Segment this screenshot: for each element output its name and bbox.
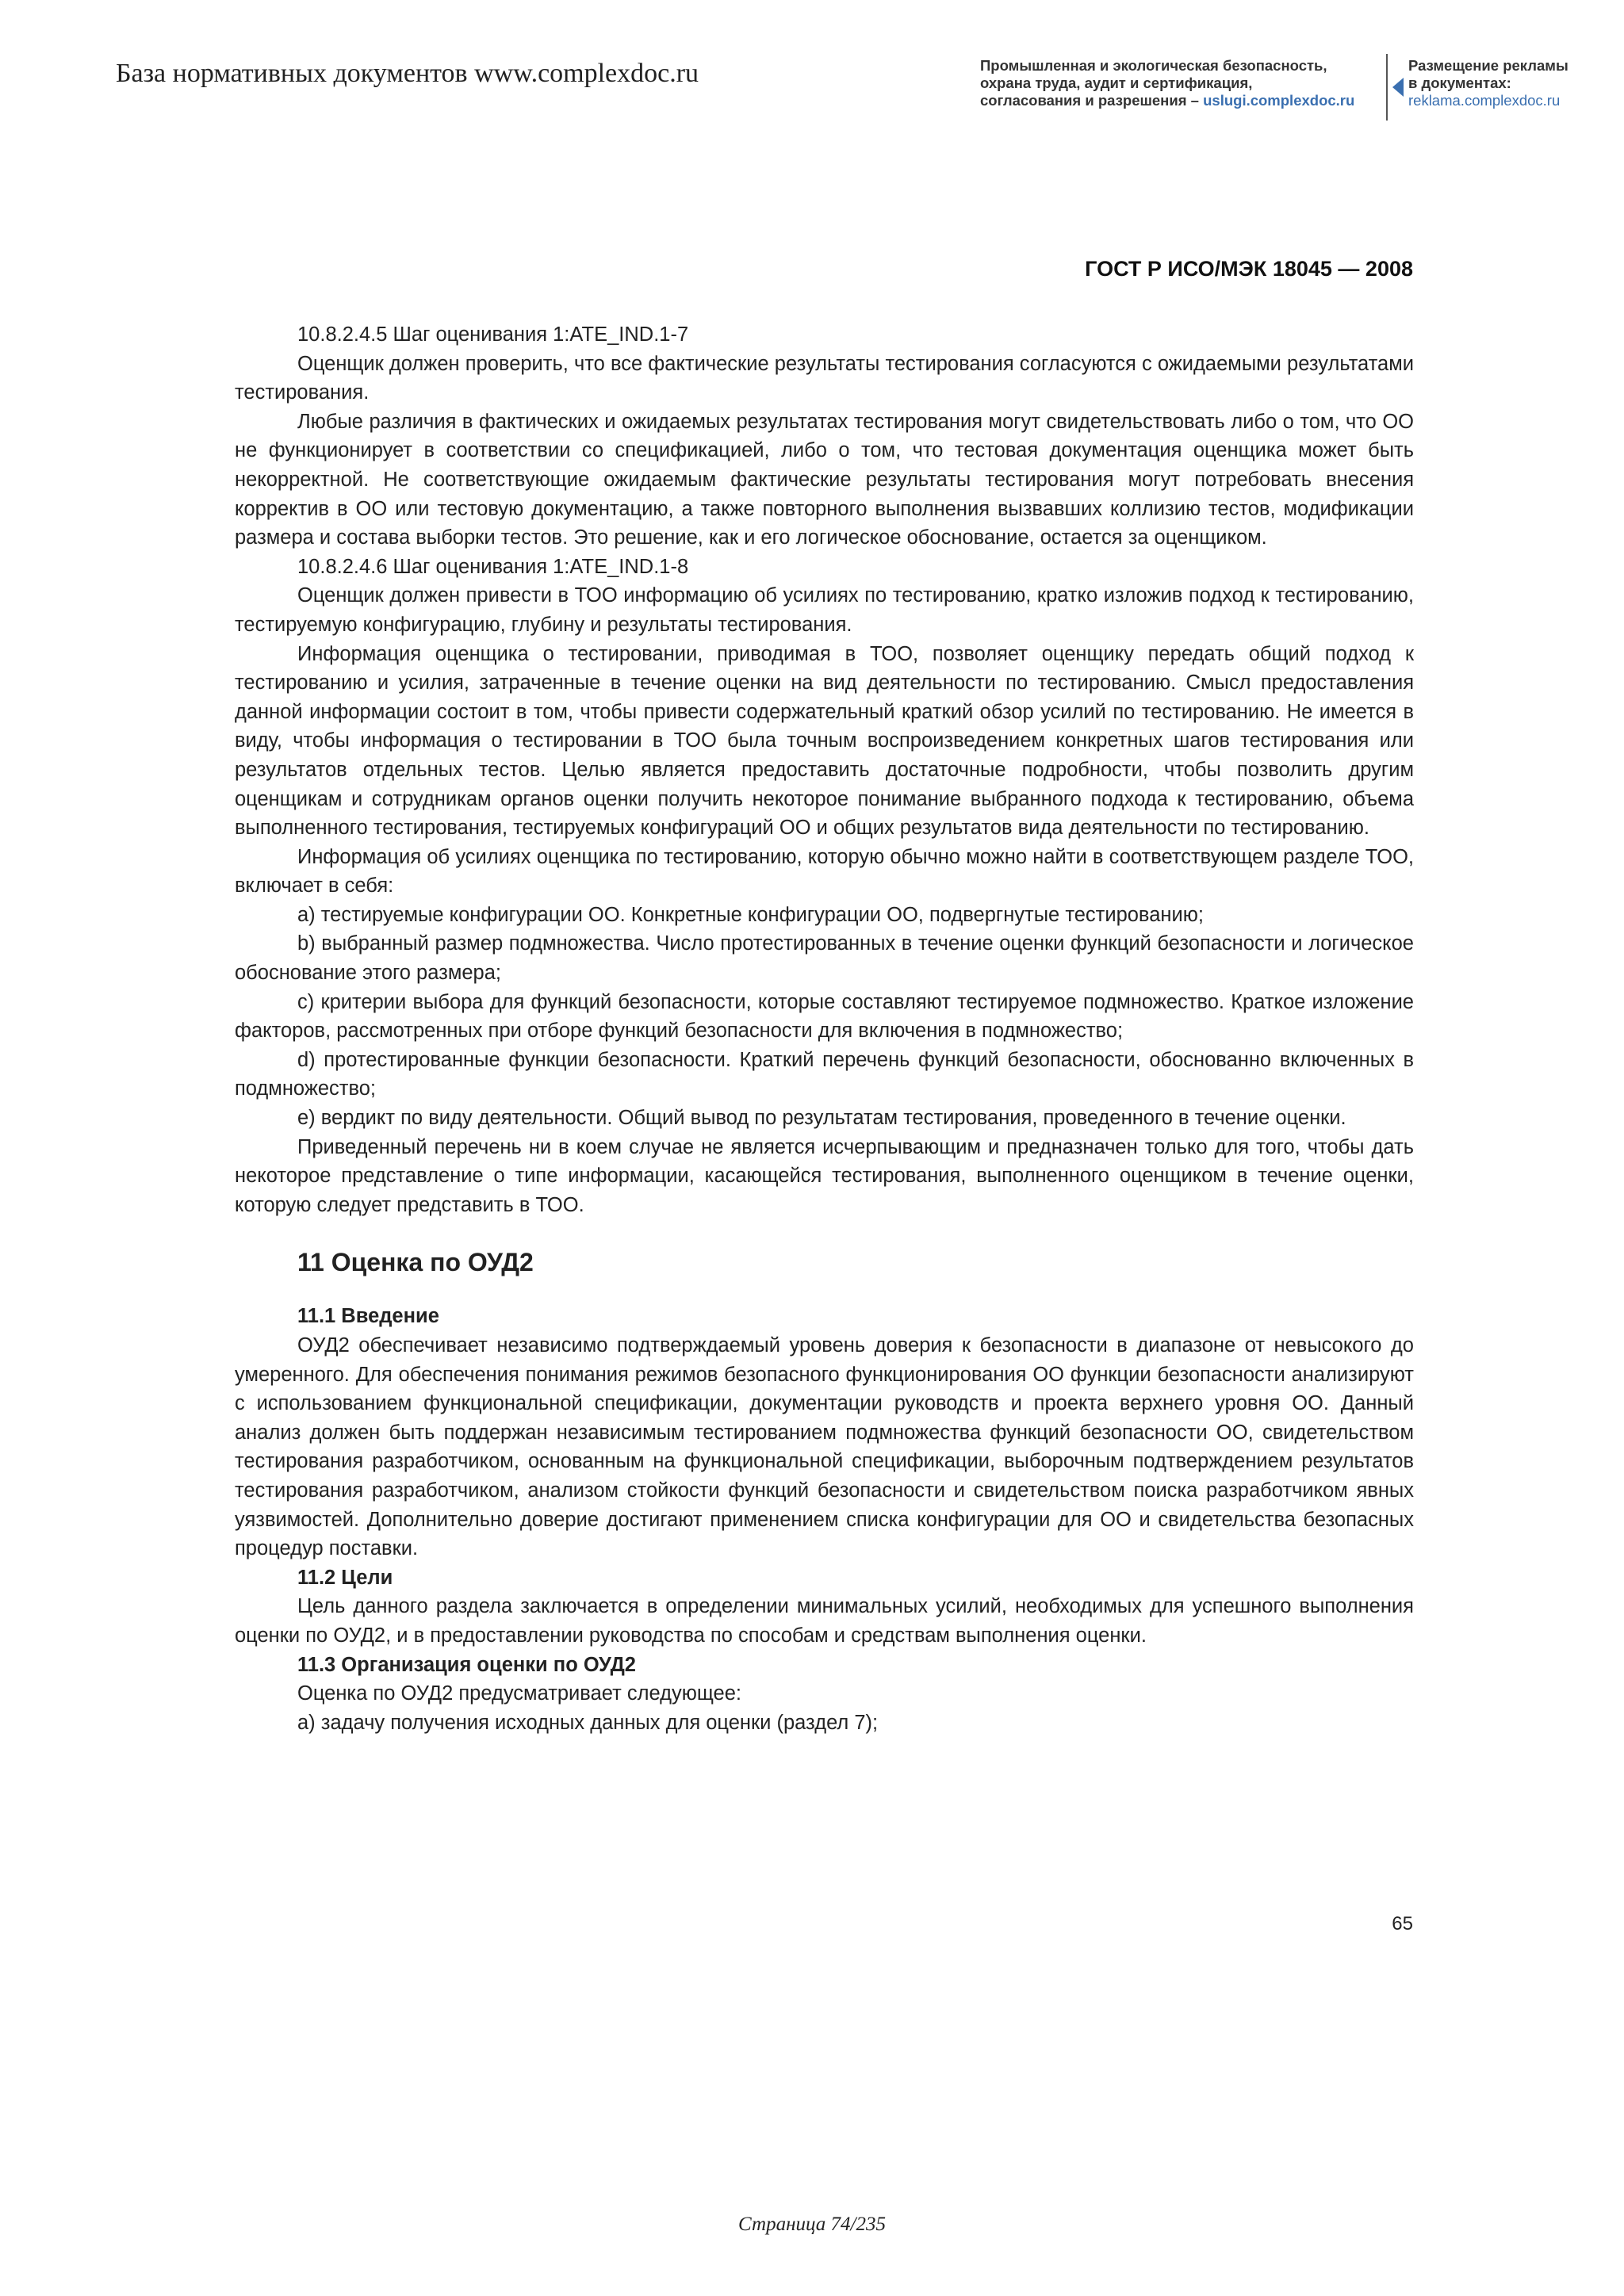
paragraph: Информация оценщика о тестировании, приводимая в ТОО, позволяет оценщику передать общий подход к тестированию и усилия, затраченные в течение оценки на вид деятельности по тестированию. Смысл предоставления данной информации состоит в том, чтобы привести содержательный краткий обзор усилий по тестированию. Не имеется в виду, чтобы информация о тестировании в ТОО была точным воспроизведением конкретных шагов тестирования или результатов отдельных тестов. Целью является предоставить достаточные подробности, чтобы позволить другим оценщикам и сотрудникам органов оценки получить некоторое понимание выбранного подхода к тестированию, объема выполненного тестирования, тестируемых конфигураций ОО и общих результатов вида деятельности по тестированию. bbox=[235, 642, 1414, 840]
subsection-heading: 11.3 Организация оценки по ОУД2 bbox=[297, 1653, 636, 1676]
banner-services-line: Промышленная и экологическая безопасность, bbox=[980, 57, 1327, 74]
banner-ads-line: в документах: bbox=[1408, 75, 1511, 91]
paragraph: d) протестированные функции безопасности. Краткий перечень функций безопасности, обоснованно включенных в подмножество; bbox=[235, 1048, 1414, 1100]
paragraph: e) вердикт по виду деятельности. Общий вывод по результатам тестирования, проведенного в течение оценки. bbox=[297, 1107, 1346, 1130]
paragraph: Оценщик должен проверить, что все фактические результаты тестирования согласуются с ожидаемыми результатами тестирования. bbox=[235, 352, 1414, 404]
arrow-left-icon bbox=[1392, 78, 1404, 97]
banner-services bbox=[980, 57, 1377, 109]
paragraph: Оценка по ОУД2 предусматривает следующее: bbox=[297, 1682, 741, 1705]
document-header: ГОСТ Р ИСО/МЭК 18045 — 2008 bbox=[1085, 257, 1413, 281]
banner-services-line-text: согласования и разрешения – bbox=[980, 92, 1204, 109]
page-number: 65 bbox=[1392, 1913, 1413, 1934]
banner-services-line bbox=[980, 92, 1377, 109]
paragraph: a) задачу получения исходных данных для оценки (раздел 7); bbox=[297, 1711, 879, 1734]
paragraph: ОУД2 обеспечивает независимо подтверждаемый уровень доверия к безопасности в диапазоне от невысокого до умеренного. Для обеспечения понимания режимов безопасного функционирования ОО функции безопасности анализируют с использованием функциональной спецификации, документации руководств и проекта верхнего уровня ОО. Данный анализ должен быть поддержан независимым тестированием подмножества функций безопасности ОО, свидетельством тестирования разработчиком, основанным на функциональной спецификации, выборочным подтверждением результатов тестирования разработчиком, анализом стойкости функций безопасности и свидетельством поиска разработчиком явных уязвимостей. Дополнительно доверие достигают применением списка конфигурации для ОО и свидетельства безопасных процедур поставки. bbox=[235, 1334, 1414, 1560]
paragraph: 10.8.2.4.5 Шаг оценивания 1:ATE_IND.1-7 bbox=[297, 323, 689, 346]
paragraph: c) критерии выбора для функций безопасности, которые составляют тестируемое подмножество. Краткое изложение факторов, рассмотренных при отборе функций безопасности для включения в подмножество; bbox=[235, 990, 1414, 1043]
section-heading: 11 Оценка по ОУД2 bbox=[297, 1248, 534, 1277]
services-link[interactable]: uslugi.complexdoc.ru bbox=[1203, 92, 1355, 109]
ads-link[interactable]: reklama.complexdoc.ru bbox=[1408, 92, 1561, 109]
banner-divider bbox=[1386, 54, 1388, 121]
subsection-heading: 11.2 Цели bbox=[297, 1566, 393, 1589]
paragraph: Информация об усилиях оценщика по тестированию, которую обычно можно найти в соответствующем разделе ТОО, включает в себя: bbox=[235, 845, 1414, 897]
paragraph: Приведенный перечень ни в коем случае не является исчерпывающим и предназначен только для того, чтобы дать некоторое представление о типе информации, касающейся тестирования, выполненного оценщиком в течение оценки, которую следует представить в ТОО. bbox=[235, 1135, 1414, 1216]
paragraph: b) выбранный размер подмножества. Число протестированных в течение оценки функций безопасности и логическое обоснование этого размера; bbox=[235, 932, 1414, 985]
paragraph: a) тестируемые конфигурации ОО. Конкретные конфигурации ОО, подвергнутые тестированию; bbox=[297, 903, 1204, 926]
paragraph: Любые различия в фактических и ожидаемых результатах тестирования могут свидетельствовать либо о том, что ОО не функционирует в соответствии со спецификацией, либо о том, что тестовая документация оценщика может быть некорректной. Не соответствующие ожидаемым фактические результаты тестирования могут потребовать внесения корректив в ОО или тестовую документацию, а также повторного выполнения вызвавших коллизию тестов, модификации размера и состава выборки тестов. Это решение, как и его логическое обоснование, остается за оценщиком. bbox=[235, 410, 1414, 549]
banner-ads-line: Размещение рекламы bbox=[1408, 57, 1568, 74]
page-footer: Страница 74/235 bbox=[738, 2214, 886, 2235]
document-body bbox=[235, 320, 1414, 1737]
banner-ads bbox=[1408, 57, 1607, 109]
banner-site-title: База нормативных документов www.complexdoc.ru bbox=[116, 59, 699, 88]
paragraph: Цель данного раздела заключается в определении минимальных усилий, необходимых для успешного выполнения оценки по ОУД2, и в предоставлении руководства по способам и средствам выполнения оценки. bbox=[235, 1595, 1414, 1647]
paragraph: 10.8.2.4.6 Шаг оценивания 1:ATE_IND.1-8 bbox=[297, 555, 689, 578]
subsection-heading: 11.1 Введение bbox=[297, 1305, 439, 1328]
banner-services-line: охрана труда, аудит и сертификация, bbox=[980, 75, 1253, 91]
paragraph: Оценщик должен привести в ТОО информацию об усилиях по тестированию, кратко изложив подход к тестированию, тестируемую конфигурацию, глубину и результаты тестирования. bbox=[235, 584, 1414, 636]
